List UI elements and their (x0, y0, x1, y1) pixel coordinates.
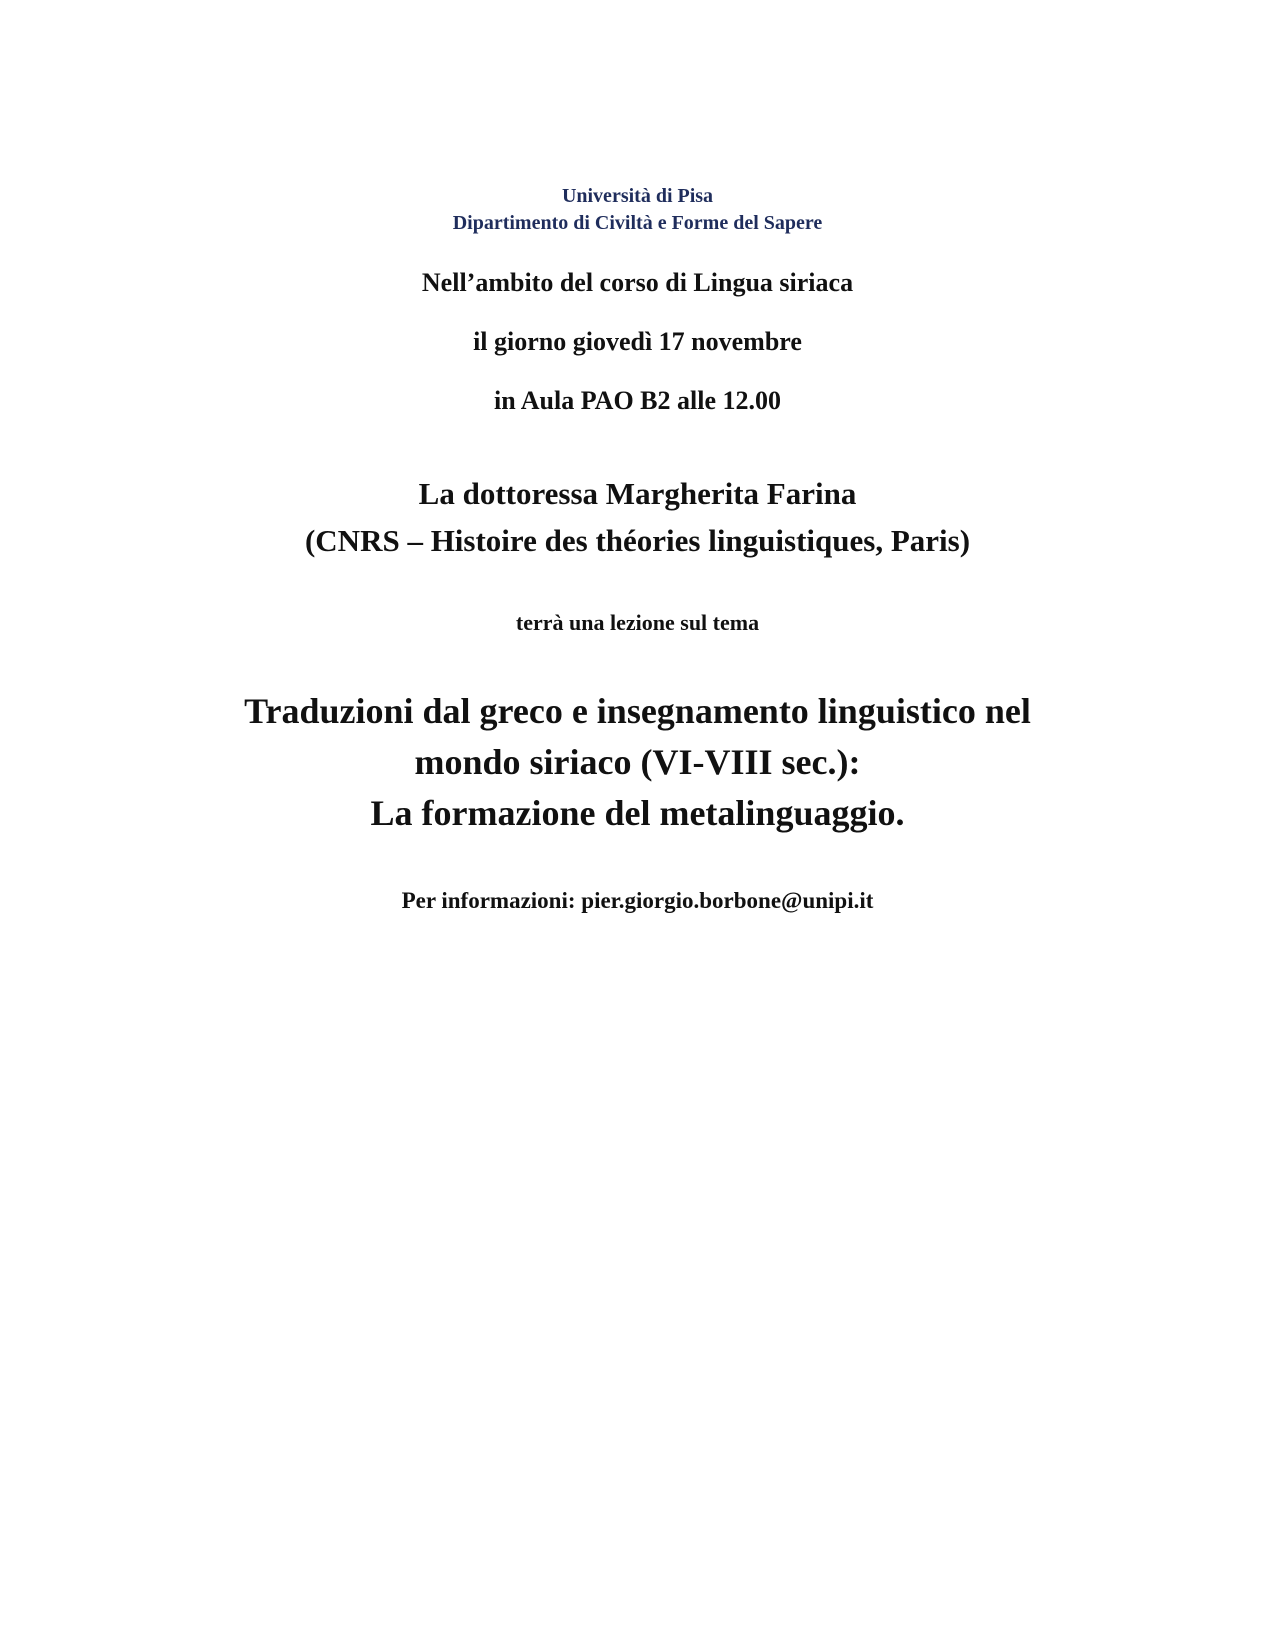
lecture-title-line-1: Traduzioni dal greco e insegnamento linguistico nel (244, 691, 1031, 731)
event-place-time: in Aula PAO B2 alle 12.00 (494, 386, 781, 415)
university-name: Università di Pisa (561, 185, 714, 207)
event-date: il giorno giovedì 17 novembre (473, 327, 802, 356)
speaker-affiliation: (CNRS – Histoire des théories linguistiques, Paris) (304, 523, 971, 558)
department-name: Dipartimento di Civiltà e Forme del Sapere (452, 212, 823, 234)
speaker-name: La dottoressa Margherita Farina (418, 476, 857, 511)
lecture-title-line-3: La formazione del metalinguaggio. (370, 793, 905, 833)
lecture-intro: terrà una lezione sul tema (515, 610, 760, 635)
lecture-title-line-2: mondo siriaco (VI-VIII sec.): (414, 742, 861, 782)
course-context: Nell’ambito del corso di Lingua siriaca (421, 268, 854, 297)
contact-info: Per informazioni: pier.giorgio.borbone@unipi.it (401, 888, 874, 913)
